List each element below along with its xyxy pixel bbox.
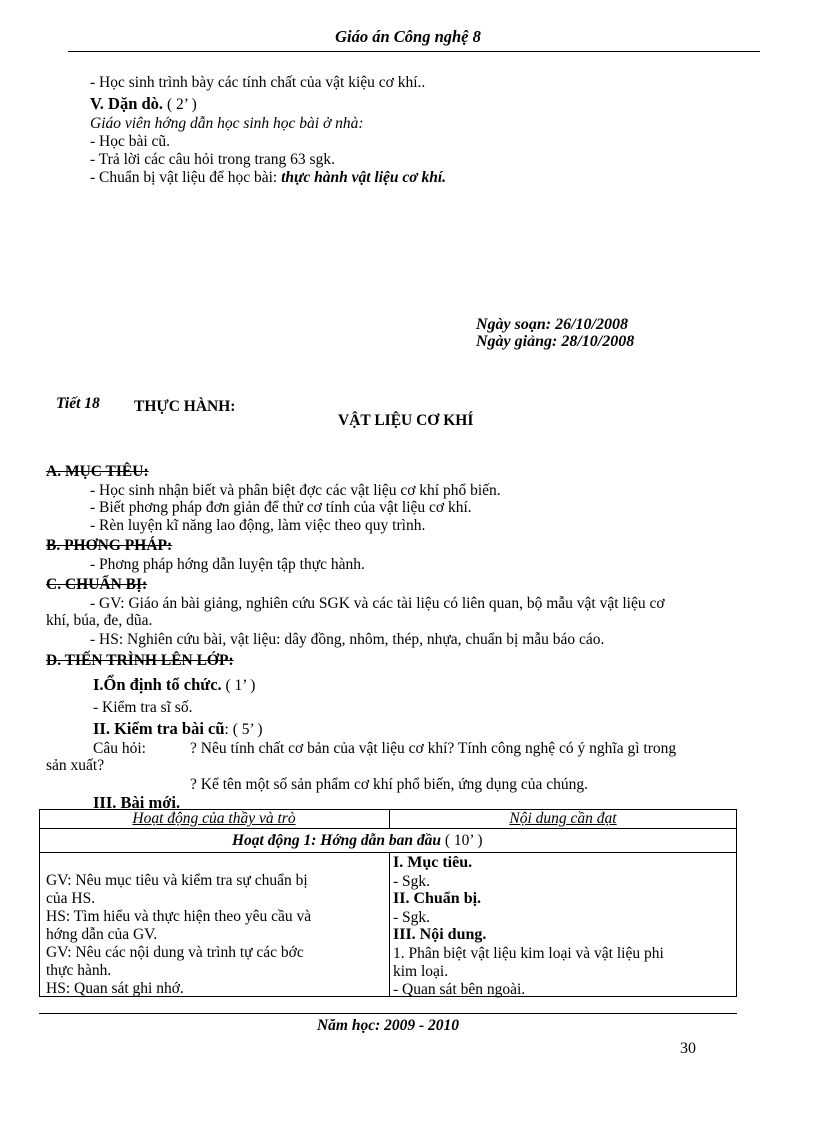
table-left-line: thực hành. — [46, 962, 112, 979]
text-line: khí, búa, đe, dũa. — [46, 612, 153, 629]
text-line: - Học sinh trình bày các tính chất của vật kiệu cơ khí.. — [90, 74, 426, 91]
table-left-line: GV: Nêu mục tiêu và kiểm tra sự chuẩn bị — [46, 872, 308, 889]
subsection-ii — [93, 720, 263, 739]
footer-year: Năm học: 2009 - 2010 — [316, 1017, 460, 1034]
table-left-line: của HS. — [46, 890, 96, 907]
table-left-line: HS: Quan sát ghi nhớ. — [46, 980, 184, 997]
italic-line: Giáo viên hớng dẫn học sinh học bài ở nhà: — [90, 115, 364, 132]
text-line-emphasis: thực hành vật liệu cơ khí. — [281, 169, 447, 186]
text-line: - Học bài cũ. — [90, 133, 171, 150]
table-left-line: hớng dẫn của GV. — [46, 926, 158, 943]
table-right-heading: II. Chuẩn bị. — [393, 890, 482, 907]
table-right-heading: I. Mục tiêu. — [393, 854, 473, 871]
section-c-heading: C. CHUẨN BỊ: — [46, 576, 148, 593]
table-right-line: - Quan sát bên ngoài. — [393, 981, 526, 998]
list-item: - Học sinh nhận biết và phân biệt đợc các vật liệu cơ khí phổ biến. — [90, 482, 501, 499]
text-line: - GV: Giáo án bài giảng, nghiên cứu SGK và các tài liệu có liên quan, bộ mẫu vật vật liệu cơ — [90, 595, 665, 612]
list-item: - Biết phơng pháp đơn giản để thử cơ tính của vật liệu cơ khí. — [90, 499, 472, 516]
activity-time: ( 10’ ) — [444, 832, 483, 849]
table-rule — [39, 828, 737, 829]
date-giang: Ngày giảng: 28/10/2008 — [476, 333, 635, 350]
table-right-line: - Sgk. — [393, 909, 431, 926]
question-1-cont: sản xuất? — [46, 757, 105, 774]
table-left-line: GV: Nêu các nội dung và trình tự các bớc — [46, 944, 304, 961]
table-header-left: Hoạt động của thầy và trò — [132, 810, 296, 827]
activity-label: Hoạt động 1: Hớng dẫn ban đầu — [232, 832, 442, 849]
subsection-i-time: ( 1’ ) — [225, 677, 256, 694]
table-col-divider — [389, 852, 390, 997]
list-item: - Phơng pháp hớng dẫn luyện tập thực hành. — [90, 556, 365, 573]
table-right-heading: III. Nội dung. — [393, 926, 487, 943]
table-right-line: - Sgk. — [393, 873, 431, 890]
lesson-number: Tiết 18 — [56, 395, 100, 412]
text-line — [90, 169, 446, 187]
table-right-line: 1. Phân biệt vật liệu kim loại và vật liệu phi — [393, 945, 664, 962]
table-header-right: Nội dung cần đạt — [509, 810, 617, 827]
section-v-time: ( 2’ ) — [166, 96, 197, 113]
table-rule — [39, 852, 737, 853]
table-right-line: kim loại. — [393, 963, 449, 980]
table-left-line: HS: Tìm hiểu và thực hiện theo yêu cầu và — [46, 908, 312, 925]
date-soan: Ngày soạn: 26/10/2008 — [476, 316, 628, 333]
section-a-heading: A. MỤC TIÊU: — [46, 463, 149, 480]
section-b-heading: B. PHƠNG PHÁP: — [46, 537, 173, 554]
header-rule — [68, 51, 760, 52]
text-line: - Trả lời các câu hỏi trong trang 63 sgk. — [90, 151, 335, 168]
subsection-ii-label: II. Kiểm tra bài cũ — [93, 719, 225, 738]
section-v-label: V. Dặn dò. — [90, 94, 164, 113]
page-number: 30 — [680, 1040, 696, 1057]
header-title: Giáo án Công nghệ 8 — [335, 27, 481, 46]
activity-row — [232, 832, 482, 850]
lesson-title-2: VẬT LIỆU CƠ KHÍ — [338, 412, 474, 429]
subsection-ii-time: : ( 5’ ) — [224, 721, 263, 738]
question-1: ? Nêu tính chất cơ bản của vật liệu cơ khí? Tính công nghệ có ý nghĩa gì trong — [190, 740, 677, 757]
footer-rule — [39, 1013, 737, 1014]
subsection-i — [93, 676, 255, 695]
text-line-part: - Chuẩn bị vật liệu để học bài: — [90, 169, 282, 186]
subsection-i-label: I.Ổn định tổ chức. — [93, 675, 222, 694]
subsection-iii-label: III. Bài mới. — [93, 793, 181, 812]
question-label: Câu hỏi: — [93, 740, 146, 757]
question-2: ? Kể tên một số sản phẩm cơ khí phổ biến, ứng dụng của chúng. — [190, 776, 588, 793]
text-line: - Kiểm tra sĩ số. — [93, 699, 193, 716]
text-line: - HS: Nghiên cứu bài, vật liệu: dây đồng, nhôm, thép, nhựa, chuẩn bị mẫu báo cáo. — [90, 631, 605, 648]
section-v-heading — [90, 95, 197, 114]
section-d-heading: D. TIẾN TRÌNH LÊN LỚP: — [46, 652, 234, 669]
list-item: - Rèn luyện kĩ năng lao động, làm việc theo quy trình. — [90, 517, 426, 534]
lesson-title-1: THỰC HÀNH: — [134, 398, 236, 415]
